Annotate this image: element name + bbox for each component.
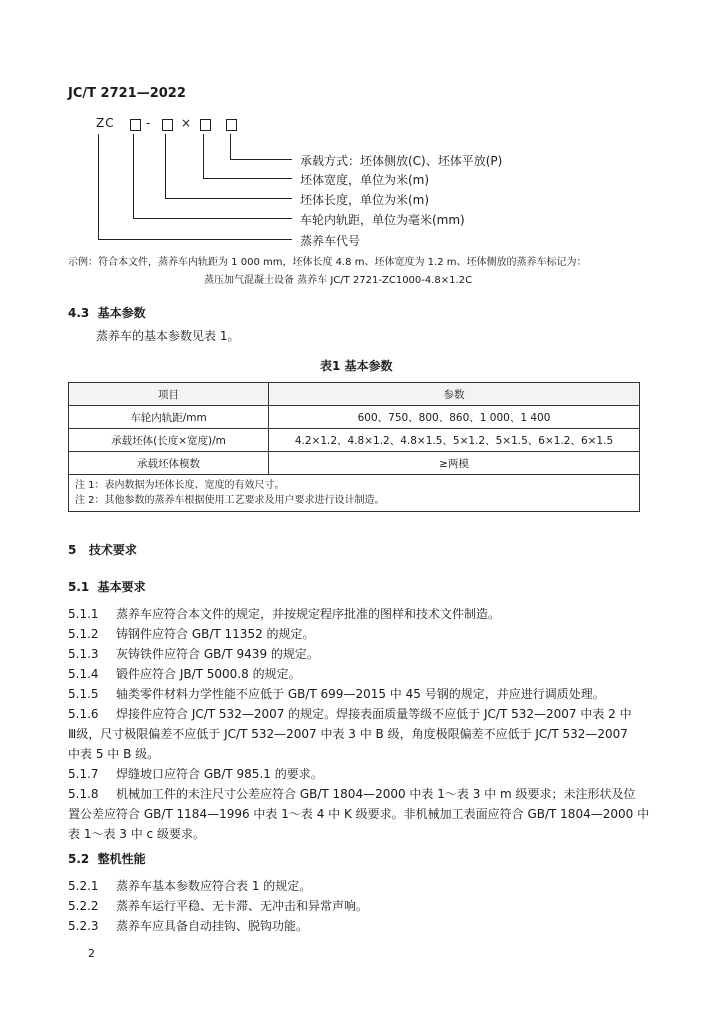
example-marking: 蒸压加气混凝土设备 蒸养车 JC/T 2721-ZC1000-4.8×1.2C (204, 275, 473, 286)
clause-text: 蒸养车应具备自动挂钩、脱钩功能。 (116, 919, 309, 933)
connector-line (133, 218, 292, 219)
clause-item (68, 784, 649, 804)
clause-item (68, 896, 368, 916)
table-cell: 4.2×1.2、4.8×1.2、4.8×1.5、5×1.2、5×1.5、6×1.2、6×1.5 (269, 429, 640, 452)
section-number: 5.2 (68, 852, 90, 866)
designation-label-gauge: 车轮内轨距，单位为毫米(mm) (300, 213, 465, 227)
clause-number: 5.1.1 (68, 607, 99, 621)
section-4-3-heading (68, 304, 146, 321)
clause-item (68, 916, 368, 936)
table-row (69, 406, 640, 429)
clause-item (68, 624, 649, 644)
section-number: 5.1 (68, 580, 90, 594)
table-notes (69, 475, 640, 512)
clause-number: 5.1.2 (68, 627, 99, 641)
placeholder-box (130, 119, 141, 131)
connector-line (230, 159, 292, 160)
clause-text: 铸钢件应符合 GB/T 11352 的规定。 (116, 627, 315, 641)
clause-item (68, 876, 368, 896)
clause-text: 蒸养车运行平稳、无卡滞、无冲击和异常声响。 (116, 899, 369, 913)
designation-label-code: 蒸养车代号 (300, 234, 361, 248)
section-title: 整机性能 (97, 852, 146, 866)
table-note: 注 2：其他参数的蒸养车根据使用工艺要求及用户要求进行设计制造。 (75, 495, 385, 506)
section-number: 4.3 (68, 306, 90, 320)
table-note: 注 1：表内数据为坯体长度、宽度的有效尺寸。 (75, 480, 285, 491)
clause-number: 5.2.3 (68, 919, 99, 933)
table-cell: 承载坯体模数 (69, 452, 269, 475)
clause-text: 轴类零件材料力学性能不应低于 GB/T 699—2015 中 45 号钢的规定，并应进行调质处理。 (116, 687, 605, 701)
section-5-2-heading (68, 850, 146, 867)
section-title: 基本参数 (97, 306, 146, 320)
designation-times: × (181, 116, 193, 130)
table-notes-row (69, 475, 640, 512)
connector-line (133, 134, 134, 219)
clause-text: 机械加工件的未注尺寸公差应符合 GB/T 1804—2000 中表 1～表 3 中 m 级要求；未注形状及位 (116, 787, 636, 801)
clause-item (68, 684, 649, 704)
table-header-cell: 项目 (69, 383, 269, 406)
table-cell: ≥两模 (269, 452, 640, 475)
connector-line (203, 134, 204, 179)
designation-dash: - (146, 116, 152, 130)
clause-text: 锻件应符合 JB/T 5000.8 的规定。 (116, 667, 301, 681)
table-row (69, 429, 640, 452)
connector-line (98, 134, 99, 240)
table-header-cell: 参数 (269, 383, 640, 406)
table-caption: 表1 基本参数 (320, 359, 393, 373)
clause-item (68, 604, 649, 624)
clause-text: 蒸养车基本参数应符合表 1 的规定。 (116, 879, 312, 893)
standard-code-header: JC/T 2721—2022 (68, 86, 186, 101)
clause-text: 灰铸铁件应符合 GB/T 9439 的规定。 (116, 647, 319, 661)
clause-number: 5.1.7 (68, 767, 99, 781)
clause-text: 蒸养车应符合本文件的规定，并按规定程序批准的图样和技术文件制造。 (116, 607, 501, 621)
section-5-1-heading (68, 578, 146, 595)
table-cell: 车轮内轨距/mm (69, 406, 269, 429)
table-row (69, 452, 640, 475)
clause-item (68, 764, 649, 784)
section-5-heading (68, 541, 137, 558)
clause-list-5-2 (68, 876, 368, 936)
section-number: 5 (68, 543, 77, 557)
clause-number: 5.1.5 (68, 687, 99, 701)
clause-item (68, 644, 649, 664)
clause-number: 5.1.6 (68, 707, 99, 721)
table-cell: 承载坯体(长度×宽度)/m (69, 429, 269, 452)
clause-number: 5.1.8 (68, 787, 99, 801)
connector-line (165, 198, 292, 199)
clause-continuation: 表 1～表 3 中 c 级要求。 (68, 827, 205, 841)
clause-text: 焊接件应符合 JC/T 532—2007 的规定。焊接表面质量等级不应低于 JC/T 532—2007 中表 2 中 (116, 707, 632, 721)
clause-number: 5.2.1 (68, 879, 99, 893)
clause-continuation: 置公差应符合 GB/T 1184—1996 中表 1～表 4 中 K 级要求。非机械加工表面应符合 GB/T 1804—2000 中 (68, 807, 650, 821)
placeholder-box (200, 119, 211, 131)
clause-item (68, 664, 649, 684)
designation-prefix: ZC (96, 116, 115, 130)
parameters-table (68, 382, 640, 512)
placeholder-box (226, 119, 237, 131)
connector-line (230, 134, 231, 160)
clause-number: 5.2.2 (68, 899, 99, 913)
clause-number: 5.1.3 (68, 647, 99, 661)
clause-item (68, 704, 649, 724)
section-title: 技术要求 (88, 543, 137, 557)
section-4-3-text: 蒸养车的基本参数见表 1。 (96, 329, 240, 343)
connector-line (165, 134, 166, 199)
clause-text: 焊缝坡口应符合 GB/T 985.1 的要求。 (116, 767, 323, 781)
designation-label-width: 坯体宽度，单位为米(m) (300, 173, 430, 187)
table-header-row (69, 383, 640, 406)
clause-list-5-1 (68, 604, 649, 844)
designation-label-load-mode: 承载方式：坯体侧放(C)、坯体平放(P) (300, 154, 503, 168)
clause-number: 5.1.4 (68, 667, 99, 681)
table-cell: 600、750、800、860、1 000、1 400 (269, 406, 640, 429)
page-number: 2 (88, 947, 95, 960)
clause-continuation: 中表 5 中 B 级。 (68, 747, 160, 761)
section-title: 基本要求 (97, 580, 146, 594)
placeholder-box (162, 119, 173, 131)
connector-line (98, 239, 292, 240)
example-text: 示例：符合本文件，蒸养车内轨距为 1 000 mm，坯体长度 4.8 m、坯体宽度为 1.2 m、坯体侧放的蒸养车标记为： (68, 257, 587, 268)
connector-line (203, 178, 292, 179)
designation-label-length: 坯体长度，单位为米(m) (300, 193, 430, 207)
clause-continuation: Ⅲ级，尺寸极限偏差不应低于 JC/T 532—2007 中表 3 中 B 级，角度极限偏差不应低于 JC/T 532—2007 (68, 727, 628, 741)
